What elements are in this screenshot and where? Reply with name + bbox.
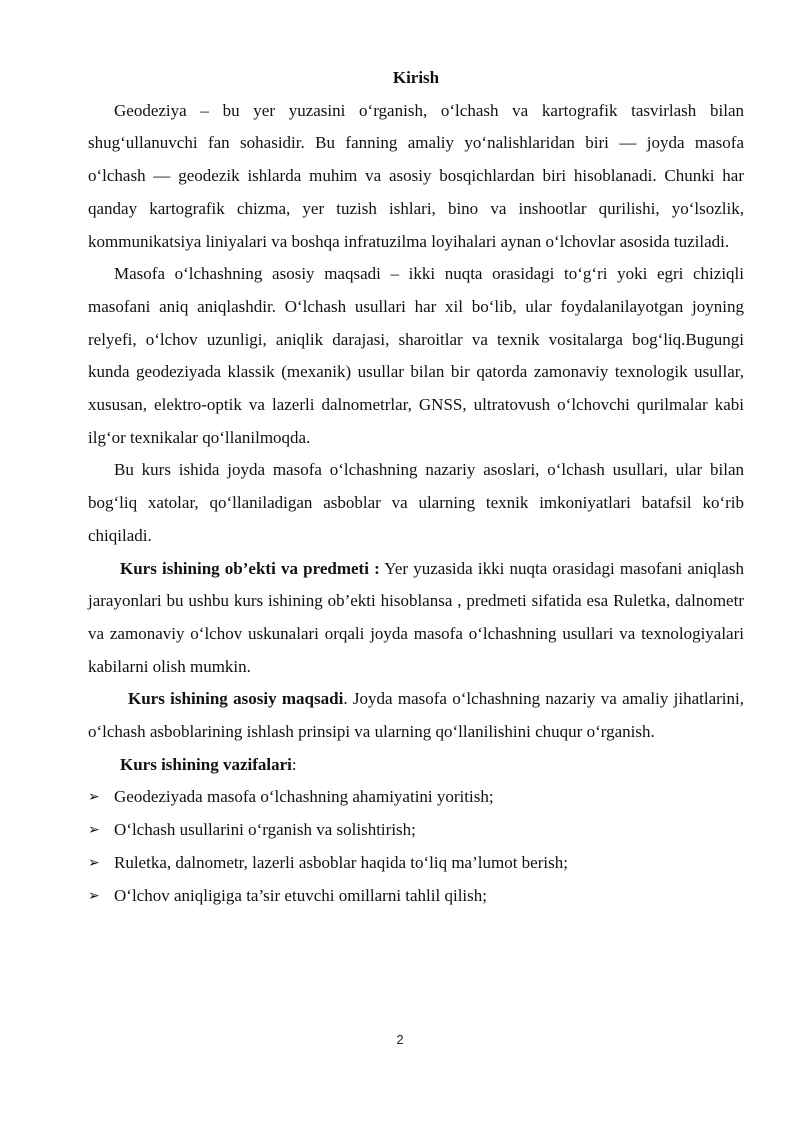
list-item — [88, 847, 744, 880]
tasks-label-suffix: : — [291, 754, 297, 774]
arrowhead-bullet-icon: ➢ — [88, 854, 100, 871]
task-item-text: O‘lchash usullarini o‘rganish va solishtirish; — [114, 820, 416, 840]
arrowhead-bullet-icon: ➢ — [88, 789, 100, 806]
page-title: Kirish — [392, 68, 440, 87]
arrowhead-bullet-icon: ➢ — [88, 822, 100, 839]
task-item-text: O‘lchov aniqligiga ta’sir etuvchi omillarni tahlil qilish; — [114, 885, 487, 905]
object-subject-paragraph — [88, 553, 744, 684]
main-goal-text: . Joyda masofa o‘lchashning nazariy va amaliy jihatlarini, o‘lchash asboblarining ishlash prinsipi va ularning qo‘llanilishini chuqur o‘rganish. — [88, 689, 745, 742]
intro-paragraph-2: Masofa o‘lchashning asosiy maqsadi – ikki nuqta orasidagi to‘g‘ri yoki egri chiziqli masofani aniq aniqlashdir. O‘lchash usullari har xil bo‘lib, ular foydalanilayotgan joyning relyefi, o‘lchov uzunligi, aniqlik darajasi, sharoitlar va texnik vositalarga bog‘liq.Bugungi kunda geodeziyada klassik (mexanik) usullar bilan bir qatorda zamonaviy texnologik usullar, xususan, elektro-optik va lazerli dalnometrlar, GNSS, ultratovush o‘lchovchi qurilmalar kabi ilg‘or texnikalar qo‘llanilmoqda. — [88, 264, 744, 447]
page-number: 2 — [396, 1032, 404, 1047]
main-goal-label: Kurs ishining asosiy maqsadi — [128, 689, 344, 709]
tasks-label: Kurs ishining vazifalari — [120, 754, 292, 774]
list-item — [88, 880, 744, 913]
list-item — [88, 814, 744, 847]
task-item-text: Ruletka, dalnometr, lazerli asboblar haqida to‘liq ma’lumot berish; — [114, 852, 568, 872]
tasks-list — [88, 781, 744, 912]
list-item — [88, 781, 744, 814]
arrowhead-bullet-icon: ➢ — [88, 887, 100, 904]
intro-paragraph-3: Bu kurs ishida joyda masofa o‘lchashning nazariy asoslari, o‘lchash usullari, ular bilan bog‘liq xatolar, qo‘llaniladigan asboblar va ularning texnik imkoniyatlari batafsil ko‘rib chiqiladi. — [88, 460, 744, 545]
main-goal-paragraph — [88, 683, 744, 748]
task-item-text: Geodeziyada masofa o‘lchashning ahamiyatini yoritish; — [114, 787, 494, 807]
tasks-heading — [88, 749, 744, 782]
object-subject-label: Kurs ishining ob’ekti va predmeti : — [120, 558, 380, 578]
intro-paragraph-1: Geodeziya – bu yer yuzasini o‘rganish, o‘lchash va kartografik tasvirlash bilan shug‘ullanuvchi fan sohasidir. Bu fanning amaliy yo‘nalishlaridan biri — joyda masofa o‘lchash — geodezik ishlarda muhim va asosiy bosqichlardan biri hisoblanadi. Chunki har qanday kartografik chizma, yer tuzish ishlari, bino va inshootlar qurilishi, yo‘lsozlik, kommunikatsiya liniyalari va boshqa infratuzilma loyihalari aynan o‘lchovlar asosida tuziladi. — [88, 100, 744, 251]
object-subject-text: Yer yuzasida ikki nuqta orasidagi masofani aniqlash jarayonlari bu ushbu kurs ishining ob’ekti hisoblansa , predmeti sifatida esa Ruletka, dalnometr va zamonaviy o‘lchov uskunalari orqali joyda masofa o‘lchashning usullari va texnologiyalari kabilarni olish mumkin. — [88, 558, 745, 676]
document-page — [88, 62, 744, 912]
